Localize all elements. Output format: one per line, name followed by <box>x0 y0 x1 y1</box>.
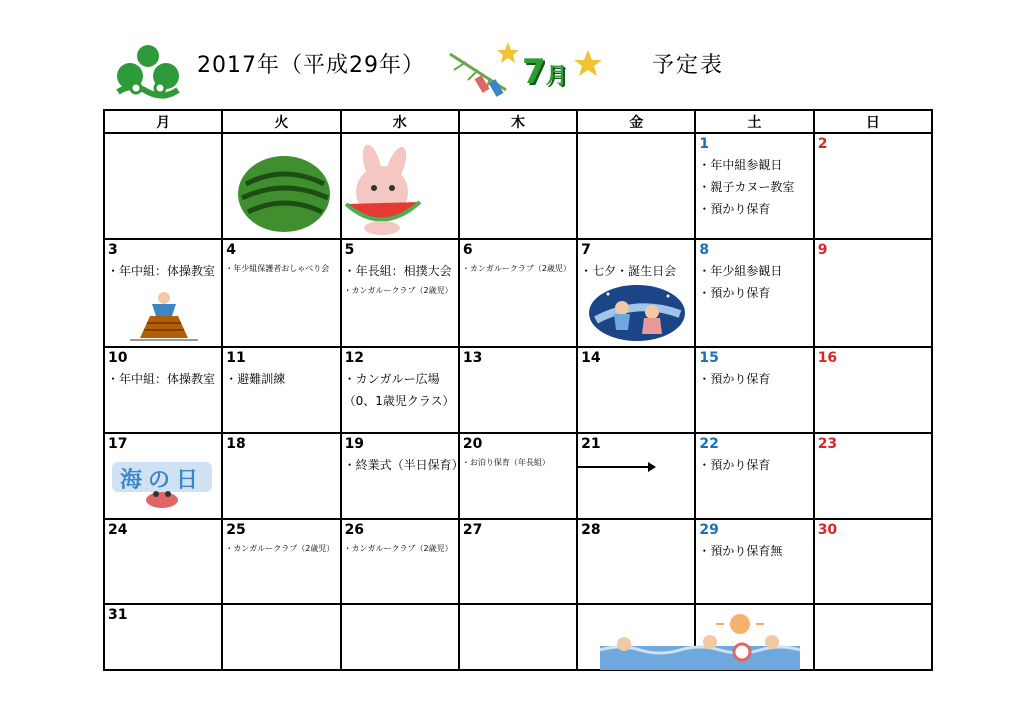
event-item-small: ・お泊り保育（年長組） <box>461 458 550 467</box>
vaulting-box-child-icon <box>126 290 202 342</box>
day-number: 9 <box>817 242 828 258</box>
day-cell-wed[interactable] <box>341 347 459 433</box>
day-number <box>696 605 812 607</box>
event-item: ・年長組：相撲大会 <box>343 264 452 278</box>
day-cell-fri[interactable] <box>577 433 695 519</box>
month-badge: 7月 <box>522 52 568 92</box>
kindergarten-logo-icon <box>112 42 184 100</box>
day-number: 30 <box>817 522 838 538</box>
event-item: ・年中組：体操教室 <box>107 264 216 278</box>
day-number: 15 <box>699 350 719 366</box>
week-row <box>104 519 932 604</box>
day-cell-fri[interactable] <box>577 347 695 433</box>
day-cell-mon[interactable] <box>104 604 222 670</box>
day-number: 23 <box>817 436 838 452</box>
event-item: （0、1歳児クラス） <box>343 394 455 408</box>
day-number: 19 <box>344 436 365 452</box>
day-cell-sun[interactable] <box>814 604 932 670</box>
event-item-small: ・カンガルークラブ（2歳児） <box>343 544 453 553</box>
day-number: 31 <box>108 607 128 623</box>
event-item-small: ・カンガルークラブ（2歳児） <box>225 544 335 553</box>
day-number: 17 <box>108 436 128 452</box>
day-cell-sun[interactable] <box>814 239 932 347</box>
weekday-sat: 土 <box>695 110 813 133</box>
event-item-small: ・カンガルークラブ（2歳児） <box>461 264 571 273</box>
day-cell-sat[interactable] <box>695 239 813 347</box>
event-item: ・預かり保育無 <box>698 544 783 558</box>
day-cell-mon[interactable] <box>104 133 222 239</box>
day-number: 12 <box>344 350 365 366</box>
day-number <box>342 134 458 136</box>
day-cell-wed[interactable] <box>341 433 464 519</box>
day-number: 6 <box>462 242 473 258</box>
day-number: 26 <box>344 522 365 538</box>
day-number <box>105 134 221 136</box>
day-number: 10 <box>108 350 128 366</box>
day-cell-wed[interactable] <box>341 239 459 347</box>
weekday-thu: 木 <box>459 110 577 133</box>
day-cell-tue[interactable] <box>222 347 340 433</box>
day-number: 28 <box>581 522 601 538</box>
day-number: 14 <box>581 350 601 366</box>
weekday-wed: 水 <box>341 110 459 133</box>
day-cell-tue[interactable] <box>222 239 340 347</box>
day-number <box>460 605 576 607</box>
day-cell-sun[interactable] <box>814 433 932 519</box>
day-number <box>578 605 694 607</box>
day-cell-sun[interactable] <box>814 519 932 604</box>
event-item: ・預かり保育 <box>698 286 771 300</box>
weekday-header-row <box>104 110 932 133</box>
day-cell-tue[interactable] <box>222 604 340 670</box>
day-number: 25 <box>226 522 246 538</box>
event-item: ・親子カヌー教室 <box>698 180 795 194</box>
day-cell-wed[interactable] <box>341 519 459 604</box>
day-number: 8 <box>699 242 710 258</box>
schedule-label: 予定表 <box>652 53 725 78</box>
day-number: 24 <box>108 522 128 538</box>
day-cell-thu[interactable] <box>459 519 577 604</box>
day-number <box>578 134 694 136</box>
event-item: ・七夕・誕生日会 <box>580 264 677 278</box>
day-cell-sat[interactable] <box>695 347 813 433</box>
day-cell-thu[interactable] <box>459 239 577 347</box>
event-item: ・預かり保育 <box>698 458 771 472</box>
day-cell-fri[interactable] <box>577 519 695 604</box>
event-item: ・年中組参観日 <box>698 158 783 172</box>
day-number: 16 <box>817 350 838 366</box>
day-cell-sat[interactable] <box>695 133 813 239</box>
event-item: ・預かり保育 <box>698 372 771 386</box>
day-cell-thu[interactable] <box>459 433 577 519</box>
day-number: 1 <box>699 136 710 152</box>
weekday-mon: 月 <box>104 110 222 133</box>
week-row <box>104 133 932 239</box>
day-number: 13 <box>462 350 483 366</box>
day-cell-sun[interactable] <box>814 347 932 433</box>
day-cell-thu[interactable] <box>459 347 577 433</box>
page-title: 2017年（平成29年） <box>197 53 425 78</box>
day-number: 27 <box>462 522 483 538</box>
day-cell-sun[interactable] <box>814 133 932 239</box>
event-item-small: ・カンガルークラブ（2歳児） <box>343 286 453 295</box>
day-cell-thu[interactable] <box>459 133 577 239</box>
watermelon-rabbit-icon <box>236 144 426 236</box>
overnight-arrow-icon <box>578 466 650 468</box>
week-row <box>104 239 932 347</box>
day-number: 4 <box>226 242 237 258</box>
day-number: 22 <box>699 436 719 452</box>
umi-no-hi-label: 海の日 <box>119 468 204 493</box>
swimming-pool-icon <box>600 612 810 670</box>
weekday-fri: 金 <box>577 110 695 133</box>
event-item: ・避難訓練 <box>225 372 286 386</box>
event-item: ・預かり保育 <box>698 202 771 216</box>
day-cell-tue[interactable] <box>222 519 340 604</box>
day-cell-fri[interactable] <box>577 133 695 239</box>
event-item: ・終業式（半日保育） <box>343 458 464 472</box>
day-cell-wed[interactable] <box>341 604 459 670</box>
day-cell-mon[interactable] <box>104 519 222 604</box>
header <box>0 0 1024 110</box>
day-number: 18 <box>226 436 246 452</box>
day-number: 7 <box>581 242 591 258</box>
day-number <box>460 134 576 136</box>
week-row <box>104 347 932 433</box>
day-number: 3 <box>108 242 118 258</box>
day-number <box>342 605 458 607</box>
day-number <box>223 605 339 607</box>
day-number: 20 <box>462 436 483 452</box>
umi-no-hi-art <box>110 460 214 510</box>
day-cell-thu[interactable] <box>459 604 577 670</box>
day-number: 29 <box>699 522 719 538</box>
day-number: 2 <box>817 136 828 152</box>
day-number <box>815 605 931 607</box>
weekday-sun: 日 <box>814 110 932 133</box>
day-cell-sat[interactable] <box>695 519 813 604</box>
day-number: 21 <box>581 436 601 452</box>
event-item: ・年少組参観日 <box>698 264 783 278</box>
day-cell-tue[interactable] <box>222 433 340 519</box>
event-item-small: ・年少組保護者おしゃべり会 <box>225 264 330 273</box>
tanabata-couple-icon <box>588 284 686 342</box>
event-item: ・カンガルー広場 <box>343 372 440 386</box>
day-number <box>223 134 339 136</box>
day-cell-sat[interactable] <box>695 433 813 519</box>
weekday-tue: 火 <box>222 110 340 133</box>
event-item: ・年中組：体操教室 <box>107 372 216 386</box>
calendar-grid <box>103 109 933 671</box>
day-number: 11 <box>226 350 246 366</box>
week-row <box>104 433 932 519</box>
day-cell-mon[interactable] <box>104 347 222 433</box>
day-number: 5 <box>344 242 355 258</box>
